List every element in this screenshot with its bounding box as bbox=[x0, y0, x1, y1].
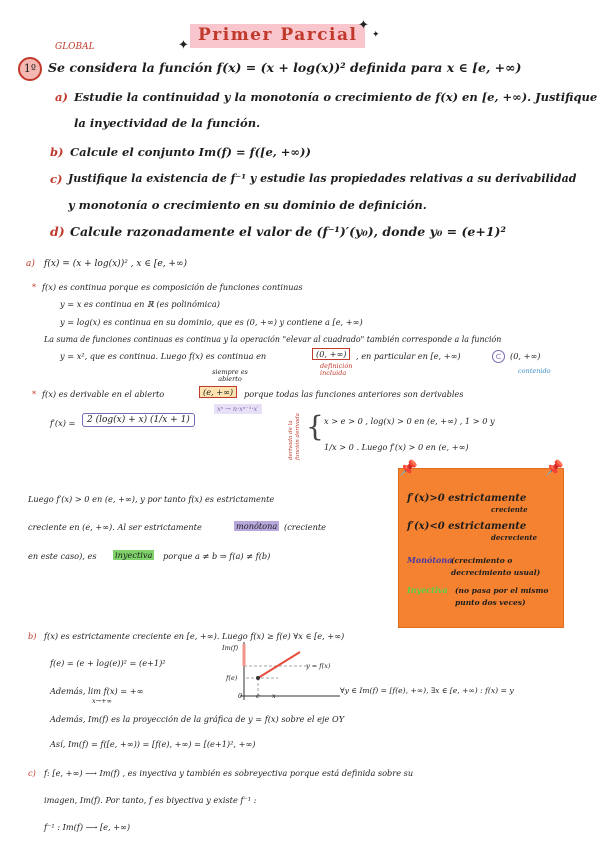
chain-rule-note: xⁿ → n·xⁿ⁻¹·x′ bbox=[214, 404, 262, 414]
global-tag: GLOBAL bbox=[55, 42, 95, 52]
part-c-line1: f: [e, +∞) ⟶ Im(f) , es inyectiva y también es sobreyectiva porque está definida sobre su bbox=[44, 768, 414, 778]
statement-intro: Se considera la función f(x) = (x + log(x))² definida para x ∈ [e, +∞) bbox=[48, 60, 522, 75]
conclude-2a: creciente en (e, +∞). Al ser estrictamente bbox=[28, 522, 202, 532]
item-label: d) bbox=[50, 224, 65, 239]
note-line4: (no pasa por el mismo punto dos veces) bbox=[455, 586, 549, 607]
graph-f-label: y = f(x) bbox=[306, 662, 331, 670]
bullet-icon: * bbox=[32, 389, 37, 399]
open-interval-box: (e, +∞) bbox=[199, 386, 237, 398]
contain-interval: (0, +∞) bbox=[510, 351, 541, 361]
deriv-left: f′(x) = bbox=[50, 418, 76, 428]
item-text: la inyectividad de la función. bbox=[74, 116, 261, 130]
graph-fe-label: f(e) bbox=[226, 674, 238, 682]
part-b-line2: f(e) = (e + log(e))² = (e+1)² bbox=[50, 658, 166, 668]
graph-y-label: Im(f) bbox=[222, 644, 239, 652]
item-label: c) bbox=[50, 172, 63, 186]
graph-e-label: e bbox=[256, 692, 260, 700]
conclude-3b: porque a ≠ b ⇒ f(a) ≠ f(b) bbox=[163, 551, 271, 561]
note-line4-hl: Inyectiva bbox=[407, 585, 448, 595]
part-b-line5: Así, Im(f) = f([e, +∞)) = [f(e), +∞) = [(e+1)², +∞) bbox=[50, 739, 256, 749]
note-line3-hl: Monótona bbox=[407, 555, 453, 565]
cond-1: x > e > 0 , log(x) > 0 en (e, +∞) , 1 > 0 y bbox=[324, 416, 495, 426]
part-c-label: c) bbox=[28, 768, 36, 778]
conclude-3a: en este caso), es bbox=[28, 551, 97, 561]
sparkle-icon: ✦ bbox=[178, 38, 189, 53]
deriv-intro-a: f(x) es derivable en el abierto bbox=[42, 389, 165, 399]
contain-symbol: ⊂ bbox=[492, 350, 505, 363]
cont-y2: y = log(x) es continua en su dominio, que es (0, +∞) y contiene a [e, +∞) bbox=[60, 317, 363, 327]
pushpin-icon: 📌 bbox=[399, 459, 418, 477]
note-line2b: decreciente bbox=[491, 533, 537, 542]
conclude-2b: (creciente bbox=[284, 522, 326, 532]
note-line2a: f′(x)<0 estrictamente bbox=[407, 521, 527, 532]
domain-note: definición incluida bbox=[320, 362, 353, 377]
abierto-note: siempre es abierto bbox=[212, 368, 248, 383]
exercise-number: 1º bbox=[18, 57, 42, 81]
note-line1a: f′(x)>0 estrictamente bbox=[407, 493, 527, 504]
sum-line1: La suma de funciones continuas es continua y la operación "elevar al cuadrado" también corresponde a la función bbox=[44, 335, 502, 344]
sparkle-icon: ✦ bbox=[372, 30, 380, 40]
part-c-line3: f⁻¹ : Im(f) ⟶ [e, +∞) bbox=[44, 822, 131, 832]
item-label: b) bbox=[50, 145, 64, 159]
cont-intro: f(x) es continua porque es composición de funciones continuas bbox=[42, 282, 303, 292]
cont-y1: y = x es continua en ℝ (es polinómica) bbox=[60, 299, 220, 309]
monotona-highlight: monótona bbox=[236, 521, 278, 531]
item-label: a) bbox=[55, 90, 68, 104]
item-text: Calcule razonadamente el valor de (f⁻¹)′(y₀), donde y₀ = (e+1)² bbox=[70, 224, 506, 239]
note-line3: (crecimiento o decrecimiento usual) bbox=[451, 556, 541, 577]
note-line1b: creciente bbox=[491, 505, 528, 514]
part-b-label: b) bbox=[28, 631, 37, 641]
deriv-intro-b: porque todas las funciones anteriores son derivables bbox=[244, 389, 464, 399]
part-b-line3-right: ∀y ∈ Im(f) = [f(e), +∞), ∃x ∈ [e, +∞) : f(x) = y bbox=[340, 686, 514, 695]
part-c-line2: imagen, Im(f). Por tanto, f es biyectiva y existe f⁻¹ : bbox=[44, 795, 257, 805]
part-a-def: f(x) = (x + log(x))² , x ∈ [e, +∞) bbox=[44, 259, 187, 269]
side-note: derivada de la función derivada bbox=[288, 413, 301, 460]
sticky-note bbox=[398, 459, 564, 628]
derivative-box: 2 (log(x) + x) (1/x + 1) bbox=[82, 413, 195, 427]
sum-line2a: y = x², que es continua. Luego f(x) es continua en bbox=[60, 351, 267, 361]
part-b-line4: Además, Im(f) es la proyección de la gráfica de y = f(x) sobre el eje OY bbox=[50, 714, 345, 724]
limit-subscript: x→+∞ bbox=[92, 697, 112, 705]
sparkle-icon: ✦ bbox=[358, 18, 369, 33]
pushpin-icon: 📌 bbox=[545, 459, 564, 477]
item-text: y monotonía o crecimiento en su dominio de definición. bbox=[68, 198, 427, 212]
item-text: Calcule el conjunto Im(f) = f([e, +∞)) bbox=[70, 145, 311, 159]
graph-zero: 0 bbox=[238, 692, 243, 700]
contenido-note: contenido bbox=[518, 367, 551, 375]
item-text: Justifique la existencia de f⁻¹ y estudie las propiedades relativas a su derivabilidad bbox=[68, 172, 577, 185]
inyectiva-highlight: inyectiva bbox=[115, 550, 153, 560]
item-text: Estudie la continuidad y la monotonía o crecimiento de f(x) en [e, +∞). Justifique bbox=[74, 90, 598, 104]
page-title: Primer Parcial bbox=[190, 24, 365, 48]
sum-line2b: , en particular en [e, +∞) bbox=[356, 351, 461, 361]
graph-x-label: x bbox=[272, 692, 276, 700]
cond-2: 1/x > 0 . Luego f′(x) > 0 en (e, +∞) bbox=[324, 442, 469, 452]
domain-box: (0, +∞) bbox=[312, 348, 350, 360]
part-b-line1: f(x) es estrictamente creciente en [e, +∞). Luego f(x) ≥ f(e) ∀x ∈ [e, +∞) bbox=[44, 631, 345, 641]
part-b-line3: Además, lim f(x) = +∞ bbox=[50, 686, 144, 696]
bullet-icon: * bbox=[32, 282, 37, 292]
brace-icon: { bbox=[306, 410, 324, 443]
part-a-label: a) bbox=[26, 259, 35, 269]
conclude-1: Luego f′(x) > 0 en (e, +∞), y por tanto f(x) es estrictamente bbox=[28, 494, 275, 504]
